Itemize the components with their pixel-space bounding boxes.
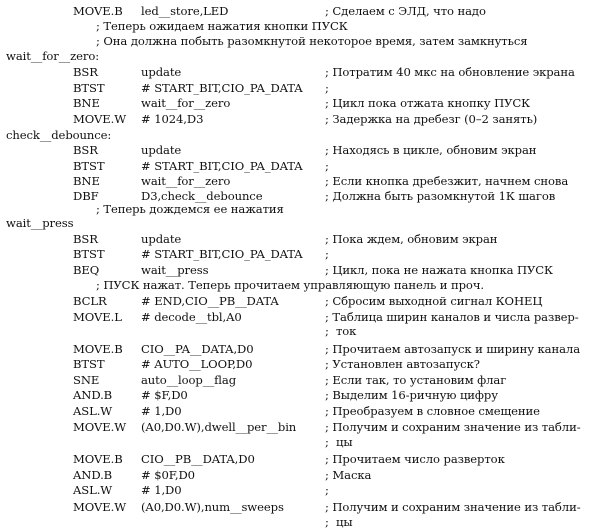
code-opcode: BSR bbox=[73, 65, 98, 79]
code-operand: CIO__PB__DATA,D0 bbox=[141, 452, 255, 466]
code-opcode: ASL.W bbox=[73, 404, 113, 418]
code-opcode: MOVE.B bbox=[73, 342, 123, 356]
code-comment: ; Должна быть разомкнутой 1К шагов bbox=[325, 189, 556, 203]
code-line bbox=[0, 293, 600, 309]
code-opcode: MOVE.W bbox=[73, 500, 127, 514]
code-opcode: BSR bbox=[73, 232, 98, 246]
code-comment: ; цы bbox=[325, 515, 353, 529]
code-operand: # AUTO__LOOP,D0 bbox=[141, 357, 253, 371]
code-comment: ; Сделаем с ЭЛД, что надо bbox=[325, 4, 486, 18]
code-opcode: MOVE.B bbox=[73, 4, 123, 18]
code-line bbox=[0, 173, 600, 189]
code-comment: ; Сбросим выходной сигнал КОНЕЦ bbox=[325, 294, 543, 308]
code-opcode: MOVE.L bbox=[73, 310, 122, 324]
code-label: wait__press bbox=[6, 216, 74, 230]
code-operand: # 1,D0 bbox=[141, 483, 182, 497]
code-line bbox=[0, 451, 600, 467]
code-line bbox=[0, 3, 600, 19]
code-line bbox=[0, 341, 600, 357]
code-comment: ; bbox=[325, 159, 329, 173]
code-comment: ; Прочитаем автозапуск и ширину канала bbox=[325, 342, 581, 356]
code-comment: ; bbox=[325, 247, 329, 261]
comment-line: ; ПУСК нажат. Теперь прочитаем управляющую панель и проч. bbox=[96, 278, 484, 292]
code-comment: ; Таблица ширин каналов и числа развер- bbox=[325, 310, 579, 324]
code-comment: ; Цикл, пока не нажата кнопка ПУСК bbox=[325, 263, 553, 277]
code-operand: # decode__tbl,A0 bbox=[141, 310, 242, 324]
code-line bbox=[0, 403, 600, 419]
code-operand: # 1,D0 bbox=[141, 404, 182, 418]
code-operand: auto__loop__flag bbox=[141, 373, 237, 387]
code-opcode: AND.B bbox=[73, 468, 113, 482]
code-line bbox=[0, 387, 600, 403]
code-comment: ; Цикл пока отжата кнопку ПУСК bbox=[325, 96, 531, 110]
comment-line: ; Теперь дождемся ее нажатия bbox=[96, 202, 284, 216]
code-operand: # START_BIT,CIO_PA_DATA bbox=[141, 159, 303, 173]
code-opcode: BTST bbox=[73, 159, 105, 173]
code-line bbox=[0, 467, 600, 483]
code-line bbox=[0, 18, 600, 34]
code-line bbox=[0, 95, 600, 111]
code-opcode: BTST bbox=[73, 357, 105, 371]
code-line bbox=[0, 127, 600, 143]
comment-line: ; Теперь ожидаем нажатия кнопки ПУСК bbox=[96, 19, 348, 33]
code-operand: # $F,D0 bbox=[141, 388, 188, 402]
code-opcode: BCLR bbox=[73, 294, 107, 308]
code-opcode: BNE bbox=[73, 96, 100, 110]
code-comment: ; bbox=[325, 483, 329, 497]
code-operand: D3,check__debounce bbox=[141, 189, 263, 203]
code-operand: # START_BIT,CIO_PA_DATA bbox=[141, 81, 303, 95]
code-opcode: DBF bbox=[73, 189, 99, 203]
code-opcode: BTST bbox=[73, 81, 105, 95]
code-operand: update bbox=[141, 65, 182, 79]
code-comment: ; Пока ждем, обновим экран bbox=[325, 232, 498, 246]
code-operand: led__store,LED bbox=[141, 4, 229, 18]
code-operand: update bbox=[141, 143, 182, 157]
code-operand: # $0F,D0 bbox=[141, 468, 195, 482]
code-comment: ; Находясь в цикле, обновим экран bbox=[325, 143, 537, 157]
code-operand: (A0,D0.W),dwell__per__bin bbox=[141, 420, 297, 434]
code-operand: # END,CIO__PB__DATA bbox=[141, 294, 279, 308]
code-comment: ; Выделим 16-ричную цифру bbox=[325, 388, 498, 402]
code-comment: ; Если кнопка дребезжит, начнем снова bbox=[325, 174, 569, 188]
code-line bbox=[0, 33, 600, 49]
code-label: wait__for__zero: bbox=[6, 49, 100, 63]
code-opcode: ASL.W bbox=[73, 483, 113, 497]
code-opcode: BNE bbox=[73, 174, 100, 188]
code-operand: wait__for__zero bbox=[141, 174, 231, 188]
code-line bbox=[0, 80, 600, 96]
code-line bbox=[0, 48, 600, 64]
code-line bbox=[0, 419, 600, 435]
code-line bbox=[0, 434, 600, 450]
code-line bbox=[0, 231, 600, 247]
code-line bbox=[0, 111, 600, 127]
code-opcode: SNE bbox=[73, 373, 100, 387]
code-line bbox=[0, 277, 600, 293]
code-operand: # START_BIT,CIO_PA_DATA bbox=[141, 247, 303, 261]
code-opcode: AND.B bbox=[73, 388, 113, 402]
code-opcode: BEQ bbox=[73, 263, 100, 277]
code-operand: # 1024,D3 bbox=[141, 112, 204, 126]
code-comment: ; bbox=[325, 81, 329, 95]
code-line bbox=[0, 482, 600, 498]
code-comment: ; Если так, то установим флаг bbox=[325, 373, 507, 387]
code-opcode: MOVE.B bbox=[73, 452, 123, 466]
code-operand: update bbox=[141, 232, 182, 246]
code-comment: ; Преобразуем в словное смещение bbox=[325, 404, 540, 418]
code-comment: ; Прочитаем число разверток bbox=[325, 452, 505, 466]
code-comment: ; ток bbox=[325, 324, 357, 338]
code-operand: (A0,D0.W),num__sweeps bbox=[141, 500, 284, 514]
code-comment: ; цы bbox=[325, 435, 353, 449]
code-comment: ; Задержка на дребезг (0–2 занять) bbox=[325, 112, 538, 126]
code-opcode: MOVE.W bbox=[73, 420, 127, 434]
code-line bbox=[0, 372, 600, 388]
code-line bbox=[0, 64, 600, 80]
code-operand: wait__for__zero bbox=[141, 96, 231, 110]
code-line bbox=[0, 323, 600, 339]
code-line bbox=[0, 142, 600, 158]
code-label: check__debounce: bbox=[6, 128, 112, 142]
code-line bbox=[0, 499, 600, 515]
code-line bbox=[0, 246, 600, 262]
code-line bbox=[0, 514, 600, 530]
code-line bbox=[0, 215, 600, 231]
code-comment: ; Получим и сохраним значение из табли- bbox=[325, 420, 581, 434]
code-line bbox=[0, 262, 600, 278]
code-opcode: BSR bbox=[73, 143, 98, 157]
code-operand: wait__press bbox=[141, 263, 209, 277]
code-line bbox=[0, 356, 600, 372]
code-comment: ; Установлен автозапуск? bbox=[325, 357, 480, 371]
code-opcode: BTST bbox=[73, 247, 105, 261]
code-line bbox=[0, 158, 600, 174]
comment-line: ; Она должна побыть разомкнутой некоторое время, затем замкнуться bbox=[96, 34, 528, 48]
code-comment: ; Потратим 40 мкс на обновление экрана bbox=[325, 65, 575, 79]
code-operand: CIO__PA__DATA,D0 bbox=[141, 342, 254, 356]
code-opcode: MOVE.W bbox=[73, 112, 127, 126]
code-comment: ; Маска bbox=[325, 468, 372, 482]
code-comment: ; Получим и сохраним значение из табли- bbox=[325, 500, 581, 514]
